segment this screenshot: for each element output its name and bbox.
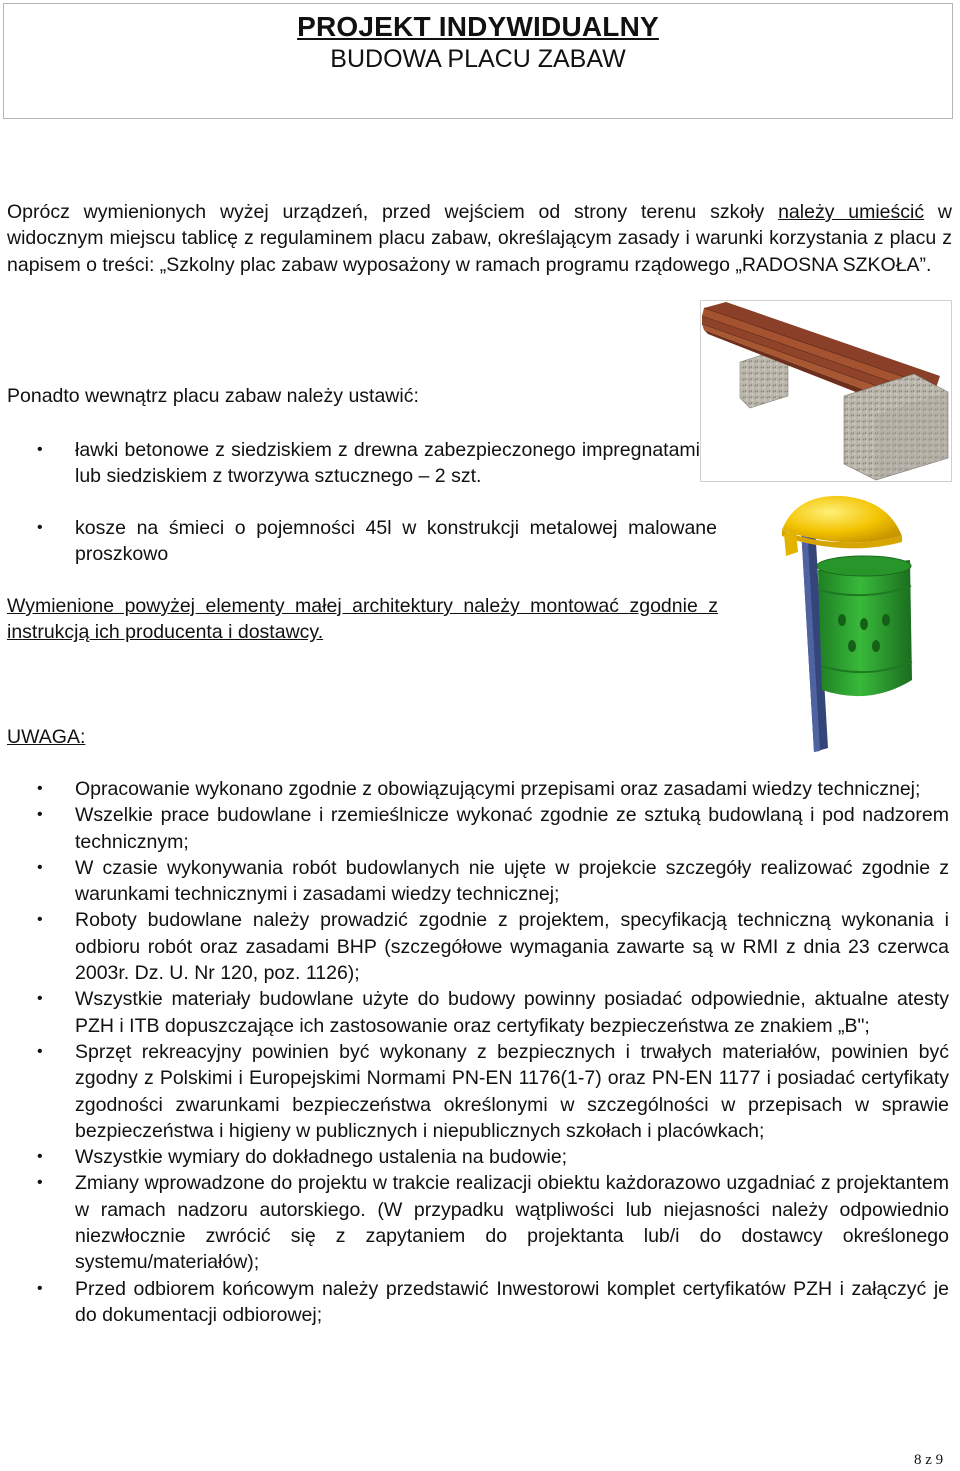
list-item: • Wszystkie wymiary do dokładnego ustalenia na budowie; [75, 1144, 949, 1170]
list-item: • Wszelkie prace budowlane i rzemieślnicze wykonać zgodnie ze sztuką budowlaną i pod nadzorem technicznym; [75, 802, 949, 855]
list-item-bench: • ławki betonowe z siedziskiem z drewna zabezpieczonego impregnatami lub siedziskiem z tworzywa sztucznego – 2 szt. [75, 437, 700, 490]
inside-heading: Ponadto wewnątrz placu zabaw należy ustawić: [7, 385, 419, 407]
document-header [3, 3, 953, 119]
list-item: • Roboty budowlane należy prowadzić zgodnie z projektem, specyfikacją techniczną wykonania i odbioru robót oraz zasadami BHP (szczegółowe wymagania zawarte są w RMI z dnia 23 czerwca 2003r. Dz. U. Nr 120, poz. 1126); [75, 907, 949, 986]
intro-text-underlined: należy umieścić [778, 201, 925, 223]
list-item: • W czasie wykonywania robót budowlanych nie ujęte w projekcie szczegóły realizować zgodnie z warunkami technicznymi i zasadami wiedzy technicznej; [75, 855, 949, 908]
intro-paragraph [7, 199, 952, 278]
document-subtitle: BUDOWA PLACU ZABAW [330, 45, 626, 73]
mounting-note: Wymienione powyżej elementy małej architektury należy montować zgodnie z instrukcją ich producenta i dostawcy. [7, 595, 718, 644]
intro-text-end: w widocznym miejscu tablicę z regulaminem placu zabaw, określającym zasady i warunki korzystania z placu z napisem o treści: „Szkolny plac zabaw wyposażony w ramach programu rządowego „RADOSNA SZKOŁA”. [7, 201, 953, 276]
list-item: • Sprzęt rekreacyjny powinien być wykonany z bezpiecznych i trwałych materiałów, powinien być zgodny z Polskimi i Europejskimi Normami PN-EN 1176(1-7) oraz PN-EN 1177 i posiadać certyfikaty zgodności zwarunkami bezpieczeństwa określonymi w szczególności w przepisach w sprawie bezpieczeństwa i higieny w publicznych i niepublicznych szkołach i placówkach; [75, 1039, 949, 1144]
list-item: • Wszystkie materiały budowlane użyte do budowy powinny posiadać odpowiednie, aktualne atesty PZH i ITB dopuszczające ich zastosowanie oraz certyfikaty bezpieczeństwa ze znakiem „B"; [75, 986, 949, 1039]
document-title: PROJEKT INDYWIDUALNY [297, 11, 659, 42]
list-item-bin: • kosze na śmieci o pojemności 45l w konstrukcji metalowej malowane proszkowo [75, 515, 717, 568]
litter-bin-image [722, 490, 954, 752]
list-item: • Przed odbiorem końcowym należy przedstawić Inwestorowi komplet certyfikatów PZH i załączyć je do dokumentacji odbiorowej; [75, 1276, 949, 1329]
page-number: 8 z 9 [914, 1452, 944, 1468]
list-item: • Zmiany wprowadzone do projektu w trakcie realizacji obiektu każdorazowo uzgadniać z projektantem w ramach nadzoru autorskiego. (W przypadku wątpliwości lub niejasności należy odpowiednio niezwłocznie zwrócić się z zapytaniem do projektanta lub/i do dostawcy określonego systemu/materiałów); [75, 1170, 949, 1275]
uwaga-list [75, 776, 949, 1328]
bench-image [700, 300, 952, 482]
uwaga-heading: UWAGA: [7, 726, 86, 748]
intro-text-start: Oprócz wymienionych wyżej urządzeń, przed wejściem od strony terenu szkoły [7, 201, 779, 223]
list-item: • Opracowanie wykonano zgodnie z obowiązującymi przepisami oraz zasadami wiedzy technicznej; [75, 776, 949, 802]
